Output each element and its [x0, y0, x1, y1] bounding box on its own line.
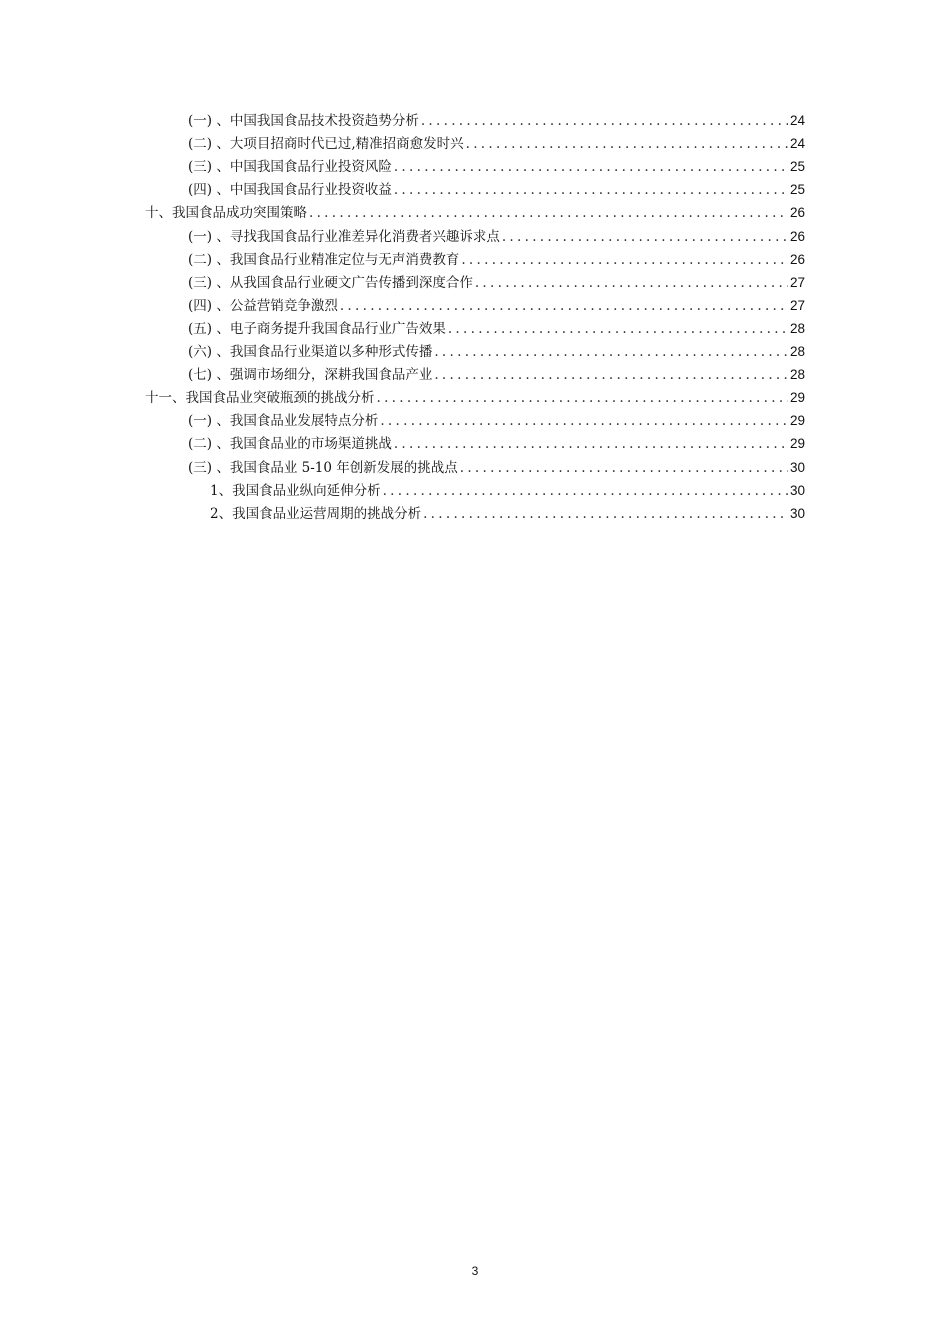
toc-entry-page: 28 — [789, 320, 805, 336]
toc-dot-leader — [475, 272, 788, 294]
toc-entry-title: (七) 、强调市场细分，深耕我国食品产业 — [188, 367, 433, 384]
toc-dot-leader — [466, 133, 788, 155]
toc-entry-title: (三) 、中国我国食品行业投资风险 — [188, 159, 392, 176]
toc-entry-page: 25 — [789, 182, 805, 198]
toc-dot-leader — [394, 179, 788, 201]
toc-entry-title: 2、我国食品业运营周期的挑战分析 — [210, 505, 422, 522]
toc-entry-page: 29 — [789, 390, 805, 406]
toc-dot-leader — [383, 480, 788, 502]
toc-entry[interactable] — [188, 457, 805, 479]
toc-entry[interactable] — [188, 156, 805, 178]
toc-entry[interactable] — [145, 202, 805, 224]
toc-dot-leader — [394, 433, 788, 455]
toc-entry-title: (一) 、寻找我国食品行业准差异化消费者兴趣诉求点 — [188, 228, 500, 245]
toc-entry-title: (一) 、我国食品业发展特点分析 — [188, 413, 379, 430]
toc-entry[interactable] — [188, 272, 805, 294]
toc-entry-page: 30 — [789, 459, 805, 475]
toc-entry-title: 十一、我国食品业突破瓶颈的挑战分析 — [145, 390, 375, 407]
toc-entry-page: 28 — [789, 367, 805, 383]
toc-entry-title: 1、我国食品业纵向延伸分析 — [210, 482, 381, 499]
toc-dot-leader — [434, 364, 788, 386]
toc-entry-page: 26 — [789, 205, 805, 221]
toc-dot-leader — [394, 156, 788, 178]
toc-entry[interactable] — [188, 295, 805, 317]
toc-entry[interactable] — [188, 364, 805, 386]
toc-dot-leader — [502, 226, 788, 248]
toc-entry-title: (二) 、我国食品业的市场渠道挑战 — [188, 436, 392, 453]
toc-entry[interactable] — [188, 433, 805, 455]
toc-entry[interactable] — [188, 110, 805, 132]
toc-dot-leader — [461, 249, 788, 271]
toc-entry-title: 十、我国食品成功突围策略 — [145, 205, 307, 222]
page-number: 3 — [471, 1264, 479, 1278]
toc-dot-leader — [421, 110, 788, 132]
toc-dot-leader — [377, 387, 788, 409]
toc-entry-title: (二) 、我国食品行业精准定位与无声消费教育 — [188, 251, 460, 268]
toc-entry-page: 25 — [789, 159, 805, 175]
toc-entry-page: 30 — [789, 505, 805, 521]
toc-entry-page: 24 — [789, 113, 805, 128]
toc-dot-leader — [460, 457, 788, 479]
toc-entry-page: 26 — [789, 228, 805, 244]
toc-entry[interactable] — [188, 249, 805, 271]
toc-entry-title: (六) 、我国食品行业渠道以多种形式传播 — [188, 344, 433, 360]
toc-entry-page: 28 — [789, 344, 805, 359]
toc-dot-leader — [309, 202, 788, 224]
toc-entry-page: 30 — [789, 482, 805, 498]
toc-entry[interactable] — [188, 179, 805, 201]
toc-entry-title: (一) 、中国我国食品技术投资趋势分析 — [188, 113, 419, 129]
toc-dot-leader — [434, 341, 788, 363]
toc-entry[interactable] — [188, 318, 805, 340]
toc-dot-leader — [340, 295, 788, 317]
toc-entry[interactable] — [188, 341, 805, 363]
toc-entry[interactable] — [145, 387, 805, 409]
toc-entry-title: (二) 、大项目招商时代已过,精准招商愈发时兴 — [188, 136, 464, 153]
toc-entry-title: (三) 、我国食品业 5-10 年创新发展的挑战点 — [188, 459, 458, 476]
toc-dot-leader — [448, 318, 788, 340]
toc-entry-page: 27 — [789, 297, 805, 313]
toc-entry[interactable] — [210, 480, 805, 502]
toc-entry[interactable] — [188, 410, 805, 432]
toc-entry[interactable] — [188, 226, 805, 248]
toc-entry-title: (三) 、从我国食品行业硬文广告传播到深度合作 — [188, 274, 473, 291]
toc-entry-page: 27 — [789, 274, 805, 290]
toc-entry[interactable] — [210, 503, 805, 525]
toc-entry-page: 26 — [789, 251, 805, 267]
toc-dot-leader — [380, 410, 788, 432]
toc-entry[interactable] — [188, 133, 805, 155]
toc-entry-page: 29 — [789, 413, 805, 429]
toc-dot-leader — [423, 503, 788, 525]
toc-entry-title: (四) 、公益营销竞争激烈 — [188, 297, 338, 314]
toc-entry-page: 24 — [789, 136, 805, 152]
toc-entry-page: 29 — [789, 436, 805, 452]
toc-entry-title: (四) 、中国我国食品行业投资收益 — [188, 182, 392, 199]
toc-entry-title: (五) 、电子商务提升我国食品行业广告效果 — [188, 320, 446, 337]
